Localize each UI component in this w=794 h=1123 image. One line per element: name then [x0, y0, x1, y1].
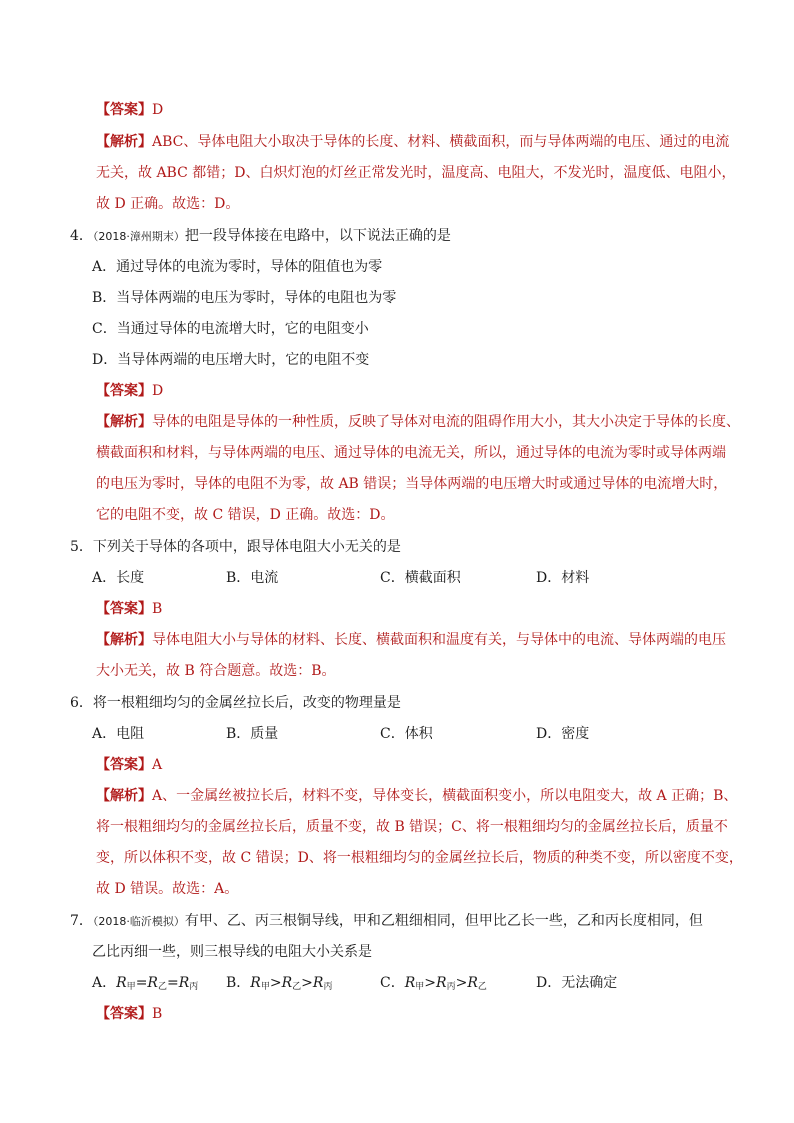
answer-label: 【答案】	[96, 102, 152, 118]
q6-option-d: D．密度	[536, 726, 590, 742]
q5-explanation-line-1: 【解析】导体电阻大小与导体的材料、长度、横截面积和温度有关，与导体中的电流、导体两端的电压	[96, 632, 726, 648]
question-text: 把一段导体接在电路中，以下说法正确的是	[184, 228, 451, 244]
q5-explanation-line-2: 大小无关，故 B 符合题意。故选：B。	[96, 663, 336, 679]
q3-explanation-line-3: 故 D 正确。故选：D。	[96, 196, 240, 212]
q4-option-b: B．当导体两端的电压为零时，导体的电阻也为零	[92, 290, 397, 306]
q4-explanation-line-4: 它的电阻不变，故 C 错误，D 正确。故选：D。	[96, 507, 395, 523]
q7-answer: 【答案】B	[96, 1006, 163, 1022]
question-6: 6．将一根粗细均匀的金属丝拉长后，改变的物理量是	[70, 695, 401, 711]
q5-option-b: B．电流	[226, 570, 279, 586]
q7-option-c: C．$R_甲>R_丙>R_乙$	[380, 975, 487, 992]
q7-option-b: B．$R_甲>R_乙>R_丙$	[226, 975, 333, 992]
q6-explanation-line-4: 故 D 错误。故选：A。	[96, 881, 239, 897]
q4-option-d: D．当导体两端的电压增大时，它的电阻不变	[92, 352, 370, 368]
q4-explanation-line-1: 【解析】导体的电阻是导体的一种性质，反映了导体对电流的阻碍作用大小，其大小决定于导体的长度、	[96, 414, 740, 430]
q4-option-a: A．通过导体的电流为零时，导体的阻值也为零	[92, 259, 383, 275]
answer-value: D	[152, 102, 164, 118]
q7-option-a: A．$R_甲=R_乙=R_丙$	[92, 975, 199, 992]
q4-answer: 【答案】D	[96, 383, 164, 399]
q6-explanation-line-2: 将一根粗细均匀的金属丝拉长后，质量不变，故 B 错误；C、将一根粗细均匀的金属丝拉长后，质量不	[96, 819, 728, 835]
q3-explanation-line-1: 【解析】ABC、导体电阻大小取决于导体的长度、材料、横截面积，而与导体两端的电压、通过的电流	[96, 134, 730, 150]
q5-answer: 【答案】B	[96, 601, 163, 617]
q6-explanation-line-3: 变，所以体积不变，故 C 错误；D、将一根粗细均匀的金属丝拉长后，物质的种类不变，所以密度不变，	[96, 850, 743, 866]
question-7-line-2: 乙比丙细一些，则三根导线的电阻大小关系是	[92, 944, 372, 960]
q6-explanation-line-1: 【解析】A、一金属丝被拉长后，材料不变，导体变长，横截面积变小，所以电阻变大，故 A 正确；B、	[96, 788, 738, 804]
q4-option-c: C．当通过导体的电流增大时，它的电阻变小	[92, 321, 369, 337]
q7-options	[0, 973, 794, 993]
q5-option-c: C．横截面积	[380, 570, 461, 586]
question-5: 5．下列关于导体的各项中，跟导体电阻大小无关的是	[70, 539, 401, 555]
q6-option-b: B．质量	[226, 726, 279, 742]
q4-explanation-line-3: 的电压为零时，导体的电阻不为零，故 AB 错误；当导体两端的电压增大时或通过导体的电流增大时，	[96, 476, 728, 492]
question-4	[70, 226, 451, 247]
q3-answer	[96, 100, 163, 120]
q5-options	[0, 568, 794, 588]
question-7: 7．（2018·临沂模拟）有甲、乙、丙三根铜导线，甲和乙粗细相同，但甲比乙长一些，乙和丙长度相同，但	[70, 913, 703, 929]
q5-option-a: A．长度	[92, 570, 145, 586]
q6-option-c: C．体积	[380, 726, 433, 742]
q6-options	[0, 724, 794, 744]
q6-answer: 【答案】A	[96, 757, 163, 773]
explanation-label: 【解析】	[96, 134, 152, 150]
question-source: （2018·漳州期末）	[92, 230, 185, 243]
q7-option-d: D．无法确定	[536, 975, 618, 991]
q4-explanation-line-2: 横截面积和材料，与导体两端的电压、通过导体的电流无关，所以，通过导体的电流为零时或导体两端	[96, 445, 726, 461]
question-number: 4．	[70, 228, 93, 244]
q5-option-d: D．材料	[536, 570, 590, 586]
q3-explanation-line-2: 无关，故 ABC 都错；D、白炽灯泡的灯丝正常发光时，温度高、电阻大，不发光时，温度低、电阻小，	[96, 165, 736, 181]
q6-option-a: A．电阻	[92, 726, 145, 742]
